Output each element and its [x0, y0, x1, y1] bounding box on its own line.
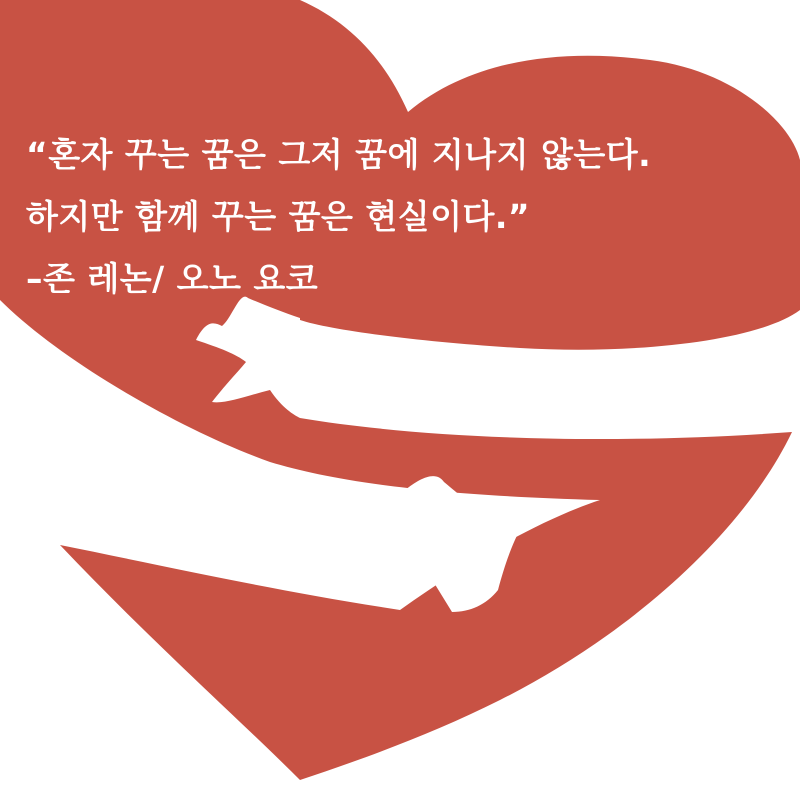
quote-attribution: –존 레논/ 오노 요코 — [26, 259, 319, 298]
quote-line-2: 하지만 함께 꾸는 꿈은 현실이다.” — [26, 197, 531, 236]
quote-block — [26, 124, 800, 310]
quote-line-1: “혼자 꾸는 꿈은 그저 꿈에 지나지 않는다. — [26, 135, 652, 174]
